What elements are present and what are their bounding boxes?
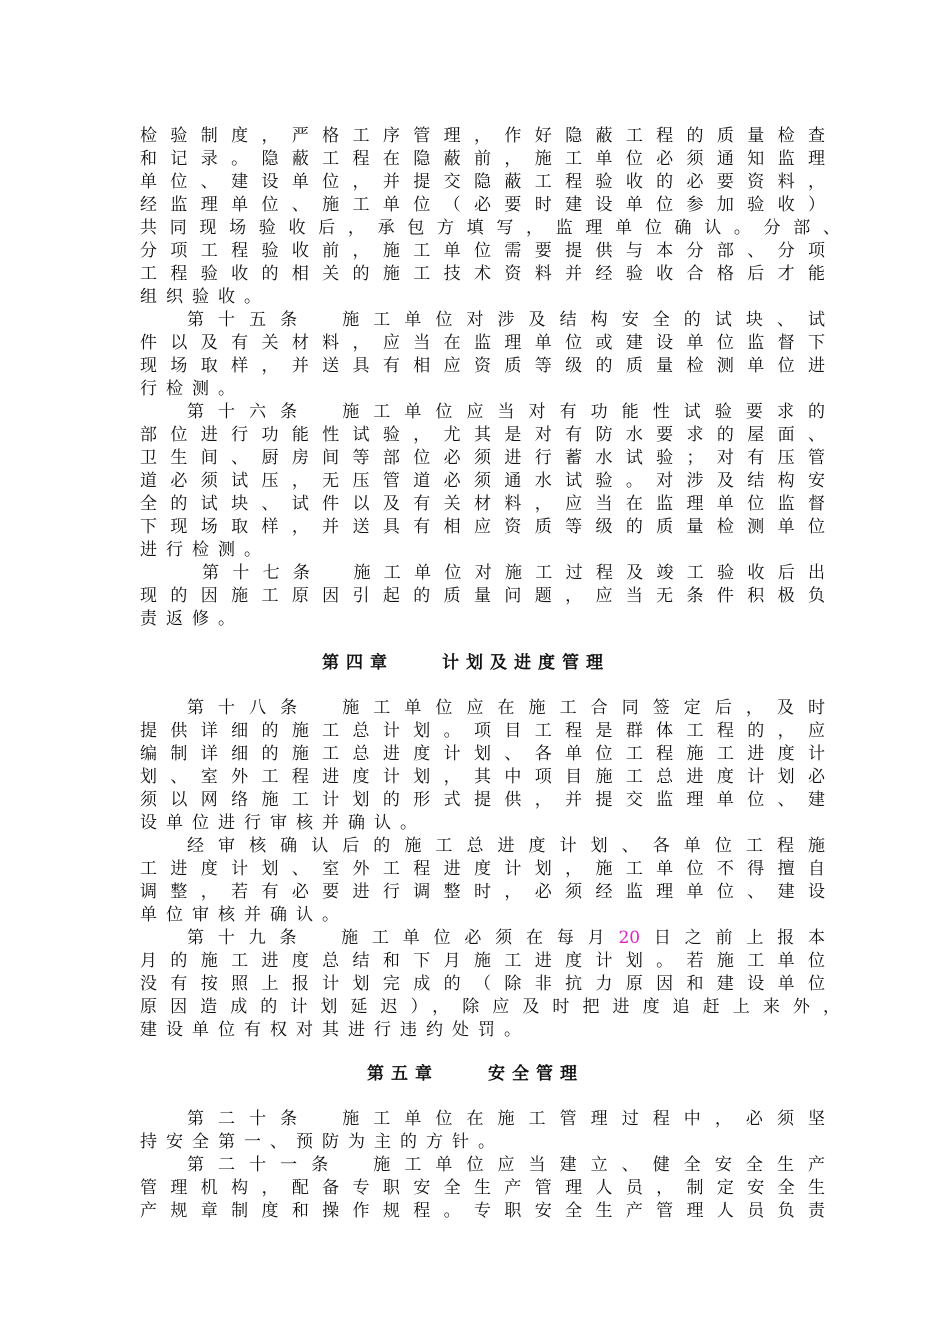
text-line: 管理机构，配备专职安全生产管理人员，制定安全生	[140, 1178, 825, 1198]
text-line: 现场取样，并送具有相应资质等级的质量检测单位进	[140, 356, 825, 376]
text-line: 行检测。	[140, 379, 244, 399]
chapter-4-number: 第四章	[322, 653, 394, 673]
text-line: 单位、建设单位，并提交隐蔽工程验收的必要资料，	[140, 172, 825, 192]
text-line: 现的因施工原因引起的质量问题，应当无条件积极负	[140, 586, 825, 606]
text-line: 建设单位有权对其进行违约处罚。	[140, 1020, 530, 1040]
text-line: 全的试块、试件以及有关材料，应当在监理单位监督	[140, 494, 825, 514]
article-19-text-post: 日之前上报本	[640, 928, 826, 948]
article-20-first-line: 第二十条 施工单位在施工管理过程中，必须坚	[187, 1109, 825, 1129]
text-line: 部位进行功能性试验，尤其是对有防水要求的屋面、	[140, 425, 825, 445]
article-19-first-line	[187, 927, 825, 949]
text-line: 编制详细的施工总进度计划、各单位工程施工进度计	[140, 744, 825, 764]
text-line: 持安全第一、预防为主的方针。	[140, 1132, 504, 1152]
text-line: 经监理单位、施工单位（必要时建设单位参加验收）	[140, 195, 825, 215]
text-line: 划、室外工程进度计划，其中项目施工总进度计划必	[140, 767, 825, 787]
text-line: 设单位进行审核并确认。	[140, 813, 426, 833]
text-line: 检验制度，严格工序管理，作好隐蔽工程的质量检查	[140, 126, 825, 146]
text-line: 没有按照上报计划完成的（除非抗力原因和建设单位	[140, 974, 825, 994]
text-line: 进行检测。	[140, 540, 270, 560]
text-line: 和记录。隐蔽工程在隐蔽前，施工单位必须通知监理	[140, 149, 825, 169]
text-line: 下现场取样，并送具有相应资质等级的质量检测单位	[140, 517, 825, 537]
text-line: 产规章制度和操作规程。专职安全生产管理人员负责	[140, 1201, 825, 1221]
chapter-5-number: 第五章	[367, 1064, 439, 1084]
text-line: 组织验收。	[140, 287, 270, 307]
chapter-4-title: 计划及进度管理	[442, 653, 610, 673]
paragraph-first-line: 经审核确认后的施工总进度计划、各单位工程施	[187, 836, 825, 856]
text-line: 责返修。	[140, 609, 244, 629]
text-line: 工进度计划、室外工程进度计划，施工单位不得擅自	[140, 859, 825, 879]
text-line: 件以及有关材料，应当在监理单位或建设单位监督下	[140, 333, 825, 353]
text-line: 须以网络施工计划的形式提供，并提交监理单位、建	[140, 790, 825, 810]
text-line: 卫生间、厨房间等部位必须进行蓄水试验；对有压管	[140, 448, 825, 468]
article-15-first-line: 第十五条 施工单位对涉及结构安全的试块、试	[187, 310, 825, 330]
highlighted-day-number: 20	[618, 928, 641, 948]
article-21-first-line: 第二十一条 施工单位应当建立、健全安全生产	[187, 1155, 825, 1175]
text-line: 提供详细的施工总计划。项目工程是群体工程的，应	[140, 721, 825, 741]
text-line: 道必须试压，无压管道必须通水试验。对涉及结构安	[140, 471, 825, 491]
text-line: 共同现场验收后，承包方填写，监理单位确认。分部、	[140, 218, 840, 238]
article-17-first-line: 第十七条 施工单位对施工过程及竣工验收后出	[202, 563, 825, 583]
article-18-first-line: 第十八条 施工单位应在施工合同签定后，及时	[187, 698, 825, 718]
text-line: 调整，若有必要进行调整时，必须经监理单位、建设	[140, 882, 825, 902]
chapter-5-title: 安全管理	[488, 1064, 584, 1084]
text-line: 原因造成的计划延迟），除应及时把进度追赶上来外，	[140, 997, 840, 1017]
text-line: 单位审核并确认。	[140, 905, 348, 925]
text-line: 月的施工进度总结和下月施工进度计划。若施工单位	[140, 951, 825, 971]
text-line: 分项工程验收前，施工单位需要提供与本分部、分项	[140, 241, 825, 261]
text-line: 工程验收的相关的施工技术资料并经验收合格后才能	[140, 264, 825, 284]
article-16-first-line: 第十六条 施工单位应当对有功能性试验要求的	[187, 402, 825, 422]
article-19-text-pre: 第十九条 施工单位必须在每月	[187, 928, 619, 948]
